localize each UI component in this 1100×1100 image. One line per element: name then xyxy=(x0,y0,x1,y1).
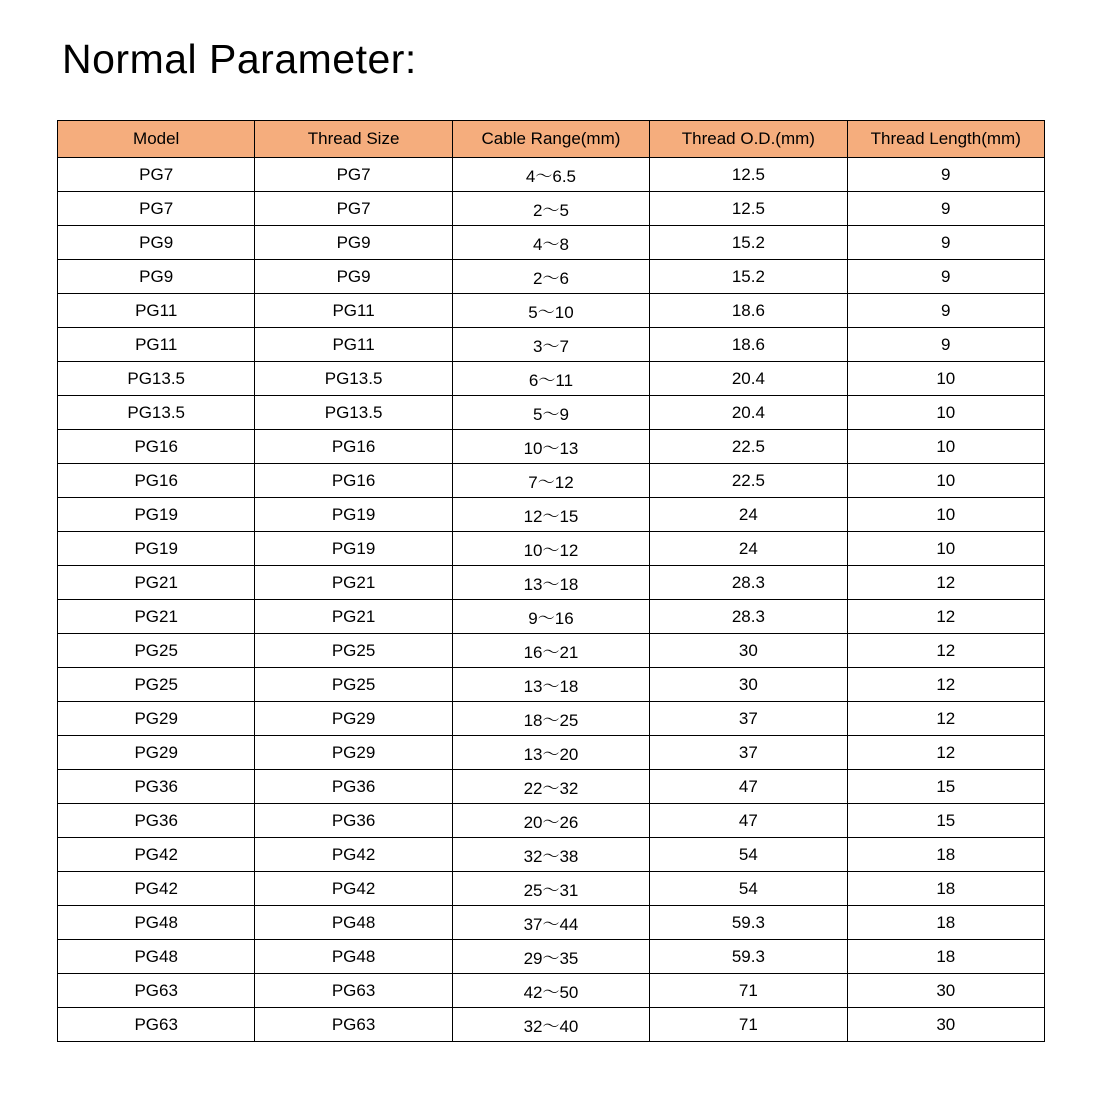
table-row xyxy=(58,804,1045,838)
table-cell: PG9 xyxy=(58,260,255,294)
table-cell: PG25 xyxy=(58,668,255,702)
table-cell: 15.2 xyxy=(650,226,847,260)
table-row xyxy=(58,158,1045,192)
table-cell: 5～9 xyxy=(452,396,649,430)
table-cell: 28.3 xyxy=(650,600,847,634)
table-cell: 9 xyxy=(847,192,1044,226)
table-cell: 54 xyxy=(650,872,847,906)
table-cell: 28.3 xyxy=(650,566,847,600)
table-cell: PG21 xyxy=(58,566,255,600)
table-row xyxy=(58,668,1045,702)
table-cell: 15 xyxy=(847,804,1044,838)
table-cell: PG63 xyxy=(58,1008,255,1042)
table-cell: 42～50 xyxy=(452,974,649,1008)
table-row xyxy=(58,226,1045,260)
table-row xyxy=(58,294,1045,328)
table-cell: 37 xyxy=(650,702,847,736)
table-cell: 12.5 xyxy=(650,158,847,192)
table-cell: 18 xyxy=(847,872,1044,906)
table-cell: 2～6 xyxy=(452,260,649,294)
table-cell: 18 xyxy=(847,838,1044,872)
table-cell: 20.4 xyxy=(650,362,847,396)
table-cell: PG13.5 xyxy=(58,362,255,396)
table-cell: PG13.5 xyxy=(255,362,452,396)
table-cell: PG48 xyxy=(58,906,255,940)
table-cell: 6～11 xyxy=(452,362,649,396)
table-cell: 20～26 xyxy=(452,804,649,838)
table-cell: 9 xyxy=(847,158,1044,192)
table-head xyxy=(58,121,1045,158)
table-cell: 37～44 xyxy=(452,906,649,940)
table-row xyxy=(58,532,1045,566)
table-cell: PG42 xyxy=(58,872,255,906)
table-cell: 12 xyxy=(847,566,1044,600)
table-row xyxy=(58,974,1045,1008)
table-cell: PG25 xyxy=(255,634,452,668)
table-cell: PG21 xyxy=(58,600,255,634)
table-cell: 13～20 xyxy=(452,736,649,770)
table-cell: 4～8 xyxy=(452,226,649,260)
table-cell: PG11 xyxy=(58,294,255,328)
table-cell: 10 xyxy=(847,532,1044,566)
column-header: Model xyxy=(58,121,255,158)
table-cell: 30 xyxy=(847,1008,1044,1042)
table-cell: 12 xyxy=(847,736,1044,770)
table-cell: PG25 xyxy=(58,634,255,668)
table-cell: PG19 xyxy=(58,498,255,532)
table-cell: PG29 xyxy=(255,702,452,736)
table-cell: PG63 xyxy=(255,974,452,1008)
table-cell: 22.5 xyxy=(650,464,847,498)
table-cell: 29～35 xyxy=(452,940,649,974)
table-cell: 7～12 xyxy=(452,464,649,498)
table-cell: PG36 xyxy=(255,804,452,838)
table-cell: PG48 xyxy=(255,940,452,974)
table-row xyxy=(58,260,1045,294)
column-header: Thread Length(mm) xyxy=(847,121,1044,158)
table-cell: 47 xyxy=(650,770,847,804)
table-row xyxy=(58,192,1045,226)
table-cell: 18 xyxy=(847,906,1044,940)
table-cell: PG16 xyxy=(58,430,255,464)
table-cell: 59.3 xyxy=(650,906,847,940)
table-cell: 12.5 xyxy=(650,192,847,226)
table-row xyxy=(58,634,1045,668)
column-header: Thread O.D.(mm) xyxy=(650,121,847,158)
table-cell: 13～18 xyxy=(452,668,649,702)
table-cell: PG63 xyxy=(58,974,255,1008)
table-cell: 10 xyxy=(847,464,1044,498)
table-cell: 20.4 xyxy=(650,396,847,430)
column-header: Thread Size xyxy=(255,121,452,158)
table-row xyxy=(58,940,1045,974)
table-cell: 25～31 xyxy=(452,872,649,906)
table-cell: 15 xyxy=(847,770,1044,804)
table-header-row xyxy=(58,121,1045,158)
table-cell: 71 xyxy=(650,974,847,1008)
table-cell: 10～12 xyxy=(452,532,649,566)
table-cell: PG9 xyxy=(255,260,452,294)
table-row xyxy=(58,838,1045,872)
table-cell: PG63 xyxy=(255,1008,452,1042)
table-cell: PG11 xyxy=(255,328,452,362)
table-cell: 18～25 xyxy=(452,702,649,736)
table-cell: PG36 xyxy=(255,770,452,804)
table-row xyxy=(58,872,1045,906)
table-cell: PG21 xyxy=(255,600,452,634)
table-cell: 10 xyxy=(847,396,1044,430)
table-cell: PG36 xyxy=(58,770,255,804)
table-cell: 10 xyxy=(847,430,1044,464)
table-cell: PG13.5 xyxy=(255,396,452,430)
table-cell: 15.2 xyxy=(650,260,847,294)
table-row xyxy=(58,600,1045,634)
table-cell: 12～15 xyxy=(452,498,649,532)
table-row xyxy=(58,430,1045,464)
table-cell: PG7 xyxy=(255,158,452,192)
table-cell: PG48 xyxy=(255,906,452,940)
table-cell: 2～5 xyxy=(452,192,649,226)
table-cell: 10 xyxy=(847,498,1044,532)
table-row xyxy=(58,328,1045,362)
table-cell: PG16 xyxy=(58,464,255,498)
table-cell: 12 xyxy=(847,634,1044,668)
table-row xyxy=(58,566,1045,600)
table-body xyxy=(58,158,1045,1042)
table-cell: 30 xyxy=(650,634,847,668)
table-cell: 71 xyxy=(650,1008,847,1042)
table-cell: 32～40 xyxy=(452,1008,649,1042)
table-cell: 30 xyxy=(847,974,1044,1008)
table-cell: 47 xyxy=(650,804,847,838)
table-cell: PG7 xyxy=(58,158,255,192)
page-title: Normal Parameter: xyxy=(62,36,417,82)
table-cell: PG16 xyxy=(255,430,452,464)
table-row xyxy=(58,498,1045,532)
table-cell: PG19 xyxy=(255,532,452,566)
table-cell: PG42 xyxy=(255,872,452,906)
table-cell: 12 xyxy=(847,668,1044,702)
table-cell: 10 xyxy=(847,362,1044,396)
table-row xyxy=(58,396,1045,430)
table-cell: PG7 xyxy=(58,192,255,226)
table-cell: 59.3 xyxy=(650,940,847,974)
table-cell: 37 xyxy=(650,736,847,770)
table-cell: PG13.5 xyxy=(58,396,255,430)
table-cell: 16～21 xyxy=(452,634,649,668)
table-cell: 3～7 xyxy=(452,328,649,362)
table-cell: PG19 xyxy=(58,532,255,566)
table-cell: PG19 xyxy=(255,498,452,532)
table-cell: 13～18 xyxy=(452,566,649,600)
table-cell: 9 xyxy=(847,294,1044,328)
table-cell: PG42 xyxy=(58,838,255,872)
table-row xyxy=(58,464,1045,498)
table-cell: 22.5 xyxy=(650,430,847,464)
table-row xyxy=(58,1008,1045,1042)
table-cell: PG29 xyxy=(58,702,255,736)
table-cell: PG9 xyxy=(255,226,452,260)
table-cell: 30 xyxy=(650,668,847,702)
table-cell: 9 xyxy=(847,226,1044,260)
table-cell: 12 xyxy=(847,702,1044,736)
table-cell: PG29 xyxy=(58,736,255,770)
table-cell: PG25 xyxy=(255,668,452,702)
table-cell: PG48 xyxy=(58,940,255,974)
table-cell: 10～13 xyxy=(452,430,649,464)
table-cell: PG16 xyxy=(255,464,452,498)
table-row xyxy=(58,906,1045,940)
table-cell: 24 xyxy=(650,498,847,532)
table-cell: 18.6 xyxy=(650,294,847,328)
table-cell: 9 xyxy=(847,260,1044,294)
table-cell: 12 xyxy=(847,600,1044,634)
table-row xyxy=(58,736,1045,770)
table-cell: PG29 xyxy=(255,736,452,770)
table-row xyxy=(58,770,1045,804)
table-cell: 9 xyxy=(847,328,1044,362)
table-cell: 4～6.5 xyxy=(452,158,649,192)
table-row xyxy=(58,362,1045,396)
table-cell: 18.6 xyxy=(650,328,847,362)
table-cell: PG11 xyxy=(255,294,452,328)
column-header: Cable Range(mm) xyxy=(452,121,649,158)
table-cell: PG11 xyxy=(58,328,255,362)
table-cell: PG9 xyxy=(58,226,255,260)
table-cell: 54 xyxy=(650,838,847,872)
table-cell: PG21 xyxy=(255,566,452,600)
table-cell: PG36 xyxy=(58,804,255,838)
table-cell: 18 xyxy=(847,940,1044,974)
table-cell: 32～38 xyxy=(452,838,649,872)
table-cell: PG7 xyxy=(255,192,452,226)
table-cell: 5～10 xyxy=(452,294,649,328)
table-cell: 22～32 xyxy=(452,770,649,804)
table-row xyxy=(58,702,1045,736)
table-cell: PG42 xyxy=(255,838,452,872)
parameter-table xyxy=(57,120,1045,1042)
table-cell: 24 xyxy=(650,532,847,566)
table-cell: 9～16 xyxy=(452,600,649,634)
